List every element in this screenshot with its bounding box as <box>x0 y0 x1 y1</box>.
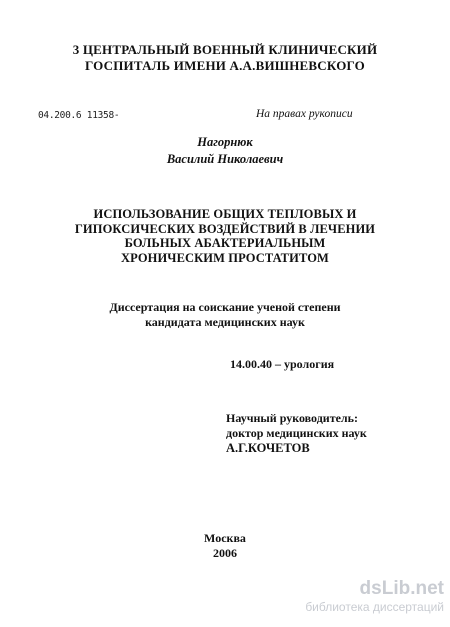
watermark-logo-suffix: .net <box>410 578 444 599</box>
rights-note: На правах рукописи <box>256 108 353 120</box>
author-block <box>0 134 450 168</box>
degree-line-1: Диссертация на соискание ученой степени <box>109 300 341 314</box>
watermark-logo-main: dsLib <box>359 578 411 599</box>
specialty-code: 14.00.40 – урология <box>230 357 335 371</box>
supervisor-label: Научный руководитель: <box>226 411 358 425</box>
dissertation-title <box>0 207 450 265</box>
supervisor-block <box>226 411 367 456</box>
institution-line-2: ГОСПИТАЛЬ ИМЕНИ А.А.ВИШНЕВСКОГО <box>85 58 365 73</box>
watermark-logo-text <box>284 579 444 599</box>
title-line: ГИПОКСИЧЕСКИХ ВОЗДЕЙСТВИЙ В ЛЕЧЕНИИ <box>74 221 376 236</box>
author-surname: Нагорнюк <box>197 135 253 149</box>
supervisor-name: А.Г.КОЧЕТОВ <box>226 441 310 455</box>
registration-number: 04.200.6 11358- <box>38 110 120 121</box>
place: Москва <box>204 531 246 545</box>
supervisor-degree: доктор медицинских наук <box>226 426 367 440</box>
title-line: ИСПОЛЬЗОВАНИЕ ОБЩИХ ТЕПЛОВЫХ И <box>93 207 357 221</box>
institution-line-1: 3 ЦЕНТРАЛЬНЫЙ ВОЕННЫЙ КЛИНИЧЕСКИЙ <box>72 42 378 57</box>
author-given-names: Василий Николаевич <box>166 152 284 166</box>
place-year-block <box>0 531 450 561</box>
title-line: ХРОНИЧЕСКИМ ПРОСТАТИТОМ <box>121 250 329 265</box>
watermark-logo <box>284 579 444 614</box>
institution-header <box>0 42 450 74</box>
degree-line-2: кандидата медицинских наук <box>145 315 305 329</box>
year: 2006 <box>213 546 237 560</box>
degree-block <box>0 300 450 330</box>
watermark-subtitle: библиотека диссертаций <box>305 600 444 614</box>
title-line: БОЛЬНЫХ АБАКТЕРИАЛЬНЫМ <box>124 236 326 250</box>
